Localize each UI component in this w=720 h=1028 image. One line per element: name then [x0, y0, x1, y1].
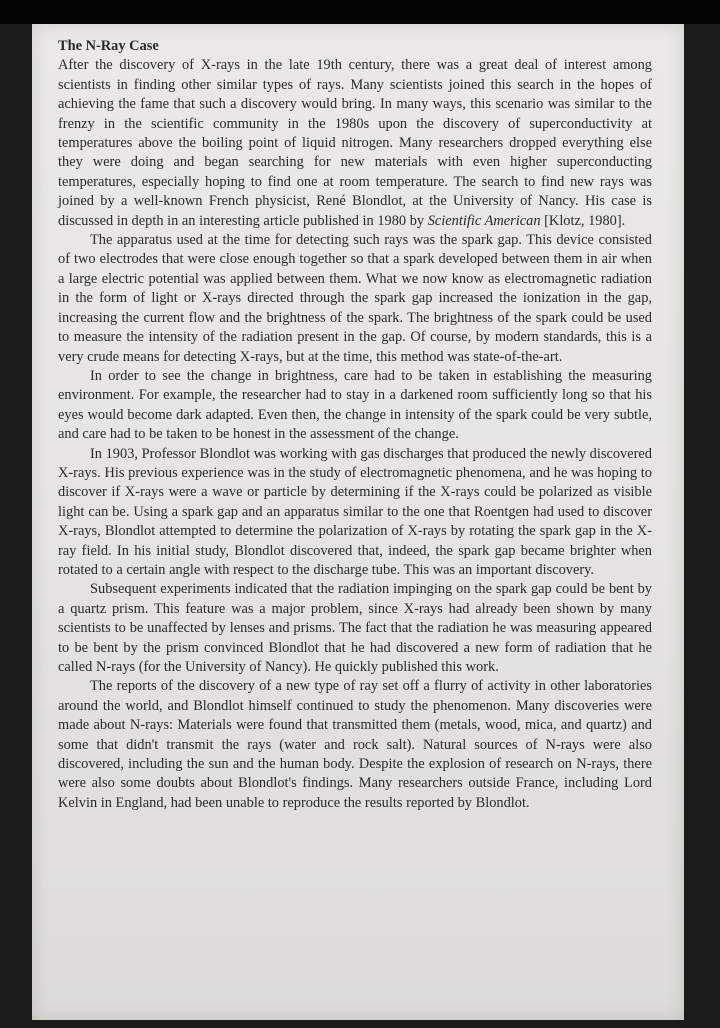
citation-text: [Klotz, 1980]. — [540, 212, 626, 229]
paragraph-1-text: After the discovery of X-rays in the late 19th century, there was a great deal of interest among scientists in finding other similar types of rays. Many scientists joined this search in the hopes of achieving the fame that such a discovery would bring. In many ways, this scenario was similar to the frenzy in the scientific community in the 1980s upon the discovery of superconductivity at temperatures above the boiling point of liquid nitrogen. Many researchers dropped everything else they were doing and began searching for new materials with even higher superconducting temperatures, especially hoping to find one at room temperature. The search to find new rays was joined by a well-known French physicist, René Blondlot, at the University of Nancy. His case is discussed in depth in an interesting article published in 1980 by — [58, 57, 652, 229]
paragraph-5: Subsequent experiments indicated that the radiation impinging on the spark gap could be bent by a quartz prism. This feature was a major problem, since X-rays had already been shown by many scientists to be unaffected by lenses and prisms. The fact that the radiation he was measuring appeared to be bent by the prism convinced Blondlot that he had discovered a new form of radiation that he called N-rays (for the University of Nancy). He quickly published this work. — [58, 581, 652, 675]
top-bar — [0, 0, 720, 24]
page-text — [58, 37, 652, 813]
journal-name: Scientific American — [427, 212, 541, 229]
paragraph-6: The reports of the discovery of a new type of ray set off a flurry of activity in other laboratories around the world, and Blondlot himself continued to study the phenomenon. Many discoveries were made about N-rays: Materials were found that transmitted them (metals, wood, mica, and quartz) and some that didn't transmit the rays (water and rock salt). Natural sources of N-rays were also discovered, including the sun and the human body. Despite the explosion of research on N-rays, there were also some doubts about Blondlot's findings. Many researchers outside France, including Lord Kelvin in England, had been unable to reproduce the results reported by Blondlot. — [58, 678, 652, 811]
section-title: The N-Ray Case — [58, 38, 159, 54]
paragraph-1 — [58, 56, 652, 231]
paragraph-3: In order to see the change in brightness, care had to be taken in establishing the measuring environment. For example, the researcher had to stay in a darkened room sufficiently long so that his eyes would become dark adapted. Even then, the change in intensity of the spark could be very subtle, and care had to be taken to be honest in the assessment of the change. — [58, 367, 652, 443]
paragraph-4: In 1903, Professor Blondlot was working with gas discharges that produced the newly discovered X-rays. His previous experience was in the study of electromagnetic phenomena, and he was hoping to discover if X-rays were a wave or particle by determining if the X-rays could be polarized as visible light can be. Using a spark gap and an apparatus similar to the one that Roentgen had used to discover X-rays, Blondlot attempted to determine the polarization of X-rays by rotating the spark gap in the X-ray field. In his initial study, Blondlot discovered that, indeed, the spark gap became brighter when rotated to a certain angle with respect to the discharge tube. This was an important discovery. — [58, 445, 652, 578]
paragraph-2: The apparatus used at the time for detecting such rays was the spark gap. This device consisted of two electrodes that were close enough together so that a spark developed between them in air when a large electric potential was applied between them. What we now know as electromagnetic radiation in the form of light or X-rays directed through the spark gap increased the ionization in the gap, increasing the current flow and the brightness of the spark. The brightness of the spark could be used to measure the intensity of the radiation present in the gap. Of course, by modern standards, this is a very crude means for detecting X-rays, but at the time, this method was state-of-the-art. — [58, 232, 652, 365]
